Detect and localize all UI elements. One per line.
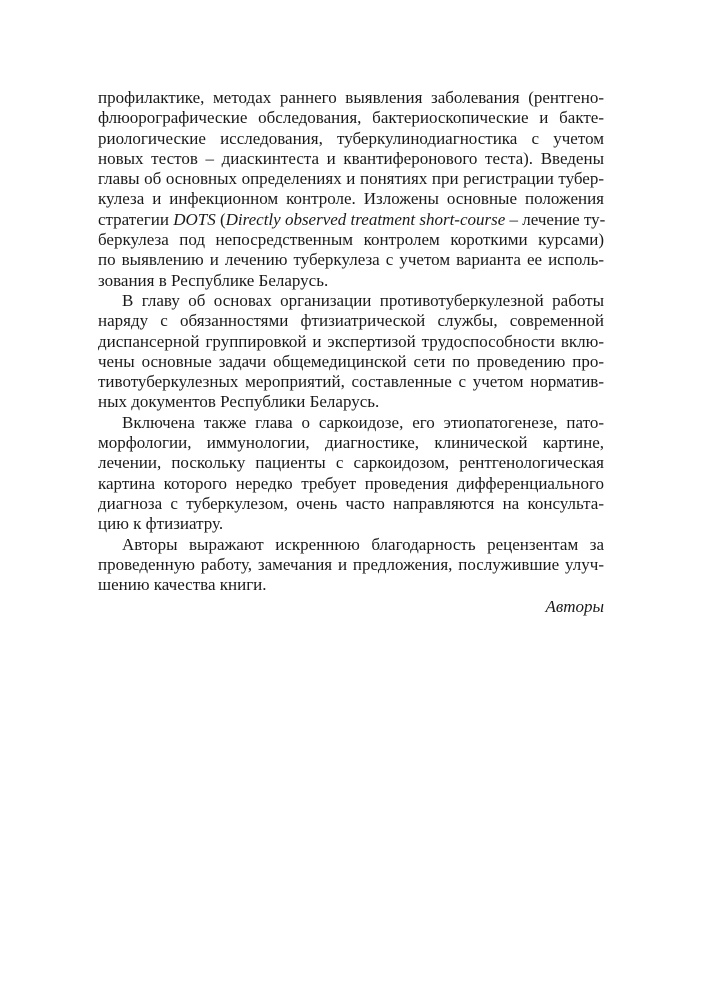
text-line: морфологии, иммунологии, диагностике, клинической картине, xyxy=(98,433,604,453)
text-line: проведенную работу, замечания и предложения, послужившие улуч- xyxy=(98,554,604,574)
text-run: – лечение ту- xyxy=(505,209,606,229)
text-line: ных документов Республики Беларусь. xyxy=(98,392,380,412)
text-line: диспансерной группировкой и экспертизой трудоспособности вклю- xyxy=(98,331,604,351)
text-line: Авторы выражают искреннюю благодарность рецензентам за xyxy=(122,534,604,554)
text-line: цию к фтизиатру. xyxy=(98,514,224,534)
dots-expansion: Directly observed treatment short-course xyxy=(225,209,506,229)
text-line: лечении, поскольку пациенты с саркоидозом, рентгенологическая xyxy=(98,453,604,473)
text-run: ( xyxy=(215,209,226,229)
text-line: диагноза с туберкулезом, очень часто направляются на консульта- xyxy=(98,493,604,513)
text-line: наряду с обязанностями фтизиатрической службы, современной xyxy=(98,311,604,331)
text-line: риологические исследования, туберкулинодиагностика с учетом xyxy=(98,128,604,148)
text-line: флюорографические обследования, бактериоскопические и бакте- xyxy=(98,108,604,128)
text-line: Включена также глава о саркоидозе, его этиопатогенезе, пато- xyxy=(122,412,604,432)
text-line: зования в Республике Беларусь. xyxy=(98,270,329,290)
text-line: по выявлению и лечению туберкулеза с учетом варианта ее исполь- xyxy=(98,250,604,270)
text-line: профилактике, методах раннего выявления заболевания (рентгено- xyxy=(98,88,604,107)
text-line: В главу об основах организации противотуберкулезной работы xyxy=(122,290,604,310)
dots-term: DOTS xyxy=(173,209,216,229)
text-line: новых тестов – диаскинтеста и квантифероновoго теста). Введены xyxy=(98,148,604,168)
author-signature: Авторы xyxy=(545,597,604,617)
text-line-dots xyxy=(98,210,604,230)
text-line: кулеза и инфекционном контроле. Изложены основные положения xyxy=(98,189,604,209)
text-line: тивотуберкулезных мероприятий, составленные с учетом норматив- xyxy=(98,372,604,392)
text-line: шению качества книги. xyxy=(98,575,267,595)
text-line: картина которого нередко требует проведения дифференциального xyxy=(98,473,604,493)
preface-text xyxy=(98,88,604,618)
text-run: стратегии xyxy=(98,209,174,229)
text-line: главы об основных определениях и понятиях при регистрации тубер- xyxy=(98,169,604,189)
text-line: чены основные задачи общемедицинской сети по проведению про- xyxy=(98,351,604,371)
text-line: беркулеза под непосредственным контролем короткими курсами) xyxy=(98,230,604,250)
